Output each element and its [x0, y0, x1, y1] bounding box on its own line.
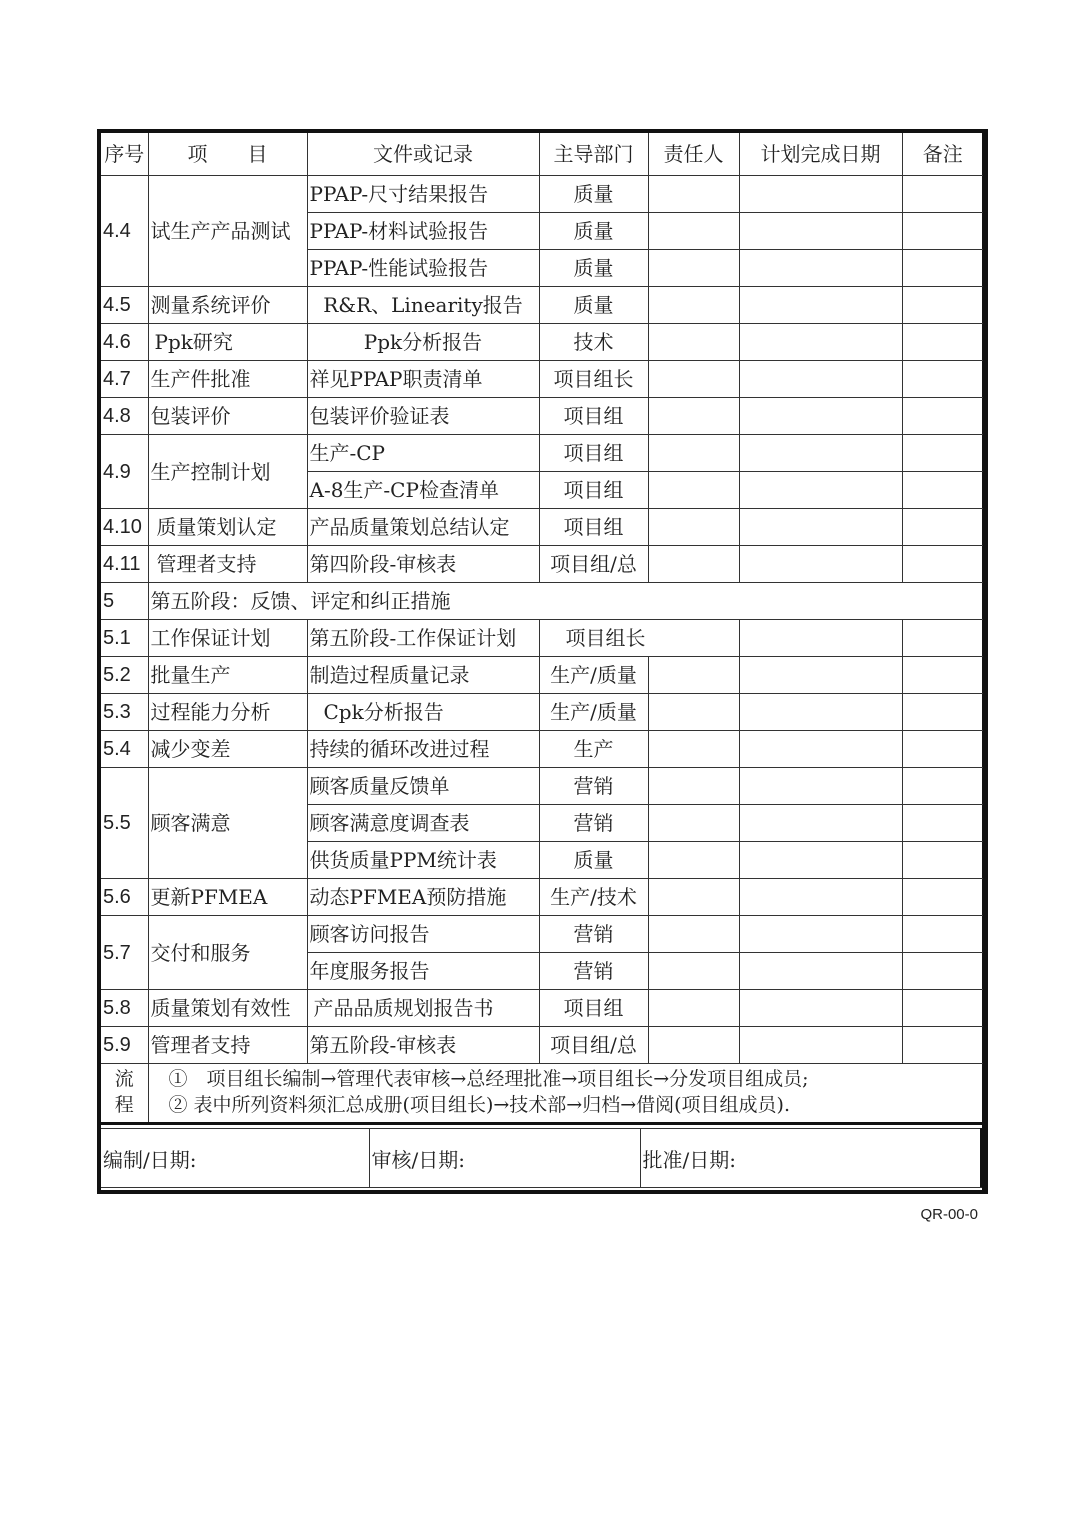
row-date[interactable]: [739, 509, 902, 546]
row-remark[interactable]: [902, 176, 984, 213]
row-doc: 祥见PPAP职责清单: [307, 361, 539, 398]
row-owner[interactable]: [648, 1027, 739, 1064]
row-dept: 生产: [539, 731, 648, 768]
row-seq: 5.8: [101, 990, 148, 1027]
row-date[interactable]: [739, 620, 902, 657]
row-item: 管理者支持: [148, 1027, 307, 1064]
flow-line-2: ② 表中所列资料须汇总成册(项目组长)→技术部→归档→借阅(项目组成员).: [168, 1094, 790, 1116]
section-title: 第五阶段：反馈、评定和纠正措施: [148, 583, 984, 620]
row-remark[interactable]: [902, 546, 984, 583]
row-doc: 包装评价验证表: [307, 398, 539, 435]
row-date[interactable]: [739, 768, 902, 805]
row-owner[interactable]: [648, 213, 739, 250]
row-remark[interactable]: [902, 731, 984, 768]
table-row: [101, 509, 984, 546]
row-item: 质量策划有效性: [148, 990, 307, 1027]
prepared-by-field[interactable]: 编制/日期:: [101, 1129, 369, 1188]
table-row: [101, 916, 984, 953]
row-seq: 5.3: [101, 694, 148, 731]
header-doc: 文件或记录: [307, 133, 539, 176]
row-date[interactable]: [739, 398, 902, 435]
row-dept: 质量: [539, 213, 648, 250]
row-date[interactable]: [739, 657, 902, 694]
table-row: [101, 287, 984, 324]
row-doc: 第四阶段-审核表: [307, 546, 539, 583]
signature-table: [101, 1128, 982, 1187]
row-seq: 4.4: [101, 176, 148, 287]
row-owner[interactable]: [648, 472, 739, 509]
row-date[interactable]: [739, 213, 902, 250]
row-seq: 4.8: [101, 398, 148, 435]
flow-label-line2: 程: [114, 1094, 134, 1116]
row-seq: 4.6: [101, 324, 148, 361]
table-row: [101, 694, 984, 731]
row-item: 更新PFMEA: [148, 879, 307, 916]
row-date[interactable]: [739, 879, 902, 916]
row-dept: 项目组/总: [539, 1027, 648, 1064]
row-date[interactable]: [739, 176, 902, 213]
header-remark: 备注: [902, 133, 984, 176]
row-dept: 项目组: [539, 435, 648, 472]
row-date[interactable]: [739, 472, 902, 509]
header-owner: 责任人: [648, 133, 739, 176]
row-doc: 产品质量策划总结认定: [307, 509, 539, 546]
row-doc: PPAP-性能试验报告: [307, 250, 539, 287]
row-date[interactable]: [739, 731, 902, 768]
table-row: [101, 398, 984, 435]
row-remark[interactable]: [902, 398, 984, 435]
row-seq: 5.7: [101, 916, 148, 990]
row-dept: 营销: [539, 953, 648, 990]
row-doc: 产品品质规划报告书: [307, 990, 539, 1027]
row-owner[interactable]: [648, 250, 739, 287]
row-seq: 4.9: [101, 435, 148, 509]
row-doc: A-8生产-CP检查清单: [307, 472, 539, 509]
flow-label: [101, 1064, 148, 1124]
row-item: 包装评价: [148, 398, 307, 435]
row-dept: 项目组/总: [539, 546, 648, 583]
row-dept: 项目组: [539, 398, 648, 435]
row-date[interactable]: [739, 1027, 902, 1064]
section-seq: 5: [101, 583, 148, 620]
row-owner[interactable]: [648, 731, 739, 768]
header-date: 计划完成日期: [739, 133, 902, 176]
row-owner[interactable]: [648, 287, 739, 324]
flow-text: [148, 1064, 984, 1124]
row-owner[interactable]: [648, 657, 739, 694]
row-item: 管理者支持: [148, 546, 307, 583]
row-item: 批量生产: [148, 657, 307, 694]
row-doc: 持续的循环改进过程: [307, 731, 539, 768]
table-header-row: [101, 133, 984, 176]
plan-form: [97, 129, 988, 1194]
table-row: [101, 1027, 984, 1064]
row-seq: 5.1: [101, 620, 148, 657]
row-remark[interactable]: [902, 1027, 984, 1064]
row-item: 交付和服务: [148, 916, 307, 990]
row-remark[interactable]: [902, 287, 984, 324]
row-date[interactable]: [739, 916, 902, 953]
table-row: [101, 546, 984, 583]
row-seq: 4.5: [101, 287, 148, 324]
row-remark[interactable]: [902, 916, 984, 953]
row-dept: 质量: [539, 176, 648, 213]
row-doc: 制造过程质量记录: [307, 657, 539, 694]
row-remark[interactable]: [902, 694, 984, 731]
row-owner[interactable]: [648, 546, 739, 583]
row-remark[interactable]: [902, 213, 984, 250]
table-row: [101, 731, 984, 768]
row-owner[interactable]: [648, 842, 739, 879]
table-row: [101, 435, 984, 472]
row-seq: 5.2: [101, 657, 148, 694]
row-remark[interactable]: [902, 472, 984, 509]
row-doc: 顾客访问报告: [307, 916, 539, 953]
row-remark[interactable]: [902, 953, 984, 990]
table-row: [101, 879, 984, 916]
row-remark[interactable]: [902, 842, 984, 879]
section-row: [101, 583, 984, 620]
row-owner[interactable]: [648, 435, 739, 472]
row-date[interactable]: [739, 361, 902, 398]
flow-label-line1: 流: [114, 1068, 134, 1091]
row-remark[interactable]: [902, 768, 984, 805]
table-row: [101, 657, 984, 694]
row-remark[interactable]: [902, 805, 984, 842]
row-doc: 年度服务报告: [307, 953, 539, 990]
row-doc: 第五阶段-审核表: [307, 1027, 539, 1064]
row-dept: 生产/质量: [539, 694, 648, 731]
row-owner[interactable]: [648, 398, 739, 435]
row-date[interactable]: [739, 805, 902, 842]
row-dept: 项目组: [539, 990, 648, 1027]
row-item: 测量系统评价: [148, 287, 307, 324]
row-date[interactable]: [739, 250, 902, 287]
row-seq: 5.6: [101, 879, 148, 916]
row-item: 工作保证计划: [148, 620, 307, 657]
form-code: QR-00-0: [920, 1206, 978, 1223]
row-owner[interactable]: [648, 916, 739, 953]
header-dept: 主导部门: [539, 133, 648, 176]
row-doc: Cpk分析报告: [307, 694, 539, 731]
row-owner[interactable]: [648, 361, 739, 398]
row-owner[interactable]: [648, 990, 739, 1027]
row-dept: 技术: [539, 324, 648, 361]
row-dept: 项目组: [539, 509, 648, 546]
table-row: [101, 768, 984, 805]
row-remark[interactable]: [902, 879, 984, 916]
row-remark[interactable]: [902, 509, 984, 546]
header-seq: 序号: [101, 133, 148, 176]
row-item: 试生产产品测试: [148, 176, 307, 287]
bottom-rule: [101, 1187, 982, 1190]
row-remark[interactable]: [902, 361, 984, 398]
row-date[interactable]: [739, 990, 902, 1027]
row-seq: 4.7: [101, 361, 148, 398]
row-date[interactable]: [739, 953, 902, 990]
row-date[interactable]: [739, 324, 902, 361]
row-owner[interactable]: [648, 324, 739, 361]
row-owner[interactable]: [648, 953, 739, 990]
table-row: [101, 176, 984, 213]
row-doc: Ppk分析报告: [307, 324, 539, 361]
row-remark[interactable]: [902, 250, 984, 287]
row-dept: 项目组: [539, 472, 648, 509]
row-seq: 4.11: [101, 546, 148, 583]
row-item: Ppk研究: [148, 324, 307, 361]
row-remark[interactable]: [902, 990, 984, 1027]
approved-by-field[interactable]: 批准/日期:: [640, 1129, 981, 1188]
table-row: [101, 990, 984, 1027]
row-owner[interactable]: [648, 176, 739, 213]
row-remark[interactable]: [902, 657, 984, 694]
row-doc: R&R、Linearity报告: [307, 287, 539, 324]
table-row: [101, 620, 984, 657]
row-dept: 生产/技术: [539, 879, 648, 916]
row-dept: 营销: [539, 768, 648, 805]
row-item: 质量策划认定: [148, 509, 307, 546]
row-date[interactable]: [739, 287, 902, 324]
row-dept: 项目组长: [539, 620, 739, 657]
header-item: 项 目: [148, 133, 307, 176]
row-doc: PPAP-尺寸结果报告: [307, 176, 539, 213]
row-date[interactable]: [739, 546, 902, 583]
row-doc: PPAP-材料试验报告: [307, 213, 539, 250]
row-owner[interactable]: [648, 805, 739, 842]
row-item: 生产件批准: [148, 361, 307, 398]
flow-line-1: ① 项目组长编制→管理代表审核→总经理批准→项目组长→分发项目组成员;: [168, 1068, 809, 1091]
row-date[interactable]: [739, 842, 902, 879]
table-row: [101, 324, 984, 361]
row-dept: 质量: [539, 842, 648, 879]
row-dept: 营销: [539, 805, 648, 842]
row-dept: 质量: [539, 287, 648, 324]
row-doc: 顾客质量反馈单: [307, 768, 539, 805]
row-owner[interactable]: [648, 694, 739, 731]
plan-table: [101, 133, 985, 1125]
row-doc: 顾客满意度调查表: [307, 805, 539, 842]
row-seq: 4.10: [101, 509, 148, 546]
row-date[interactable]: [739, 694, 902, 731]
row-date[interactable]: [739, 435, 902, 472]
row-seq: 5.5: [101, 768, 148, 879]
row-remark[interactable]: [902, 435, 984, 472]
row-item: 减少变差: [148, 731, 307, 768]
row-remark[interactable]: [902, 620, 984, 657]
row-owner[interactable]: [648, 768, 739, 805]
row-item: 过程能力分析: [148, 694, 307, 731]
row-dept: 生产/质量: [539, 657, 648, 694]
row-doc: 生产-CP: [307, 435, 539, 472]
row-dept: 项目组长: [539, 361, 648, 398]
row-dept: 质量: [539, 250, 648, 287]
reviewed-by-field[interactable]: 审核/日期:: [369, 1129, 640, 1188]
row-remark[interactable]: [902, 324, 984, 361]
row-dept: 营销: [539, 916, 648, 953]
table-row: [101, 361, 984, 398]
row-doc: 动态PFMEA预防措施: [307, 879, 539, 916]
flow-row: [101, 1064, 984, 1124]
row-item: 生产控制计划: [148, 435, 307, 509]
signature-row: [101, 1129, 981, 1188]
row-item: 顾客满意: [148, 768, 307, 879]
row-owner[interactable]: [648, 509, 739, 546]
row-owner[interactable]: [648, 879, 739, 916]
row-doc: 第五阶段-工作保证计划: [307, 620, 539, 657]
row-seq: 5.4: [101, 731, 148, 768]
row-seq: 5.9: [101, 1027, 148, 1064]
row-doc: 供货质量PPM统计表: [307, 842, 539, 879]
